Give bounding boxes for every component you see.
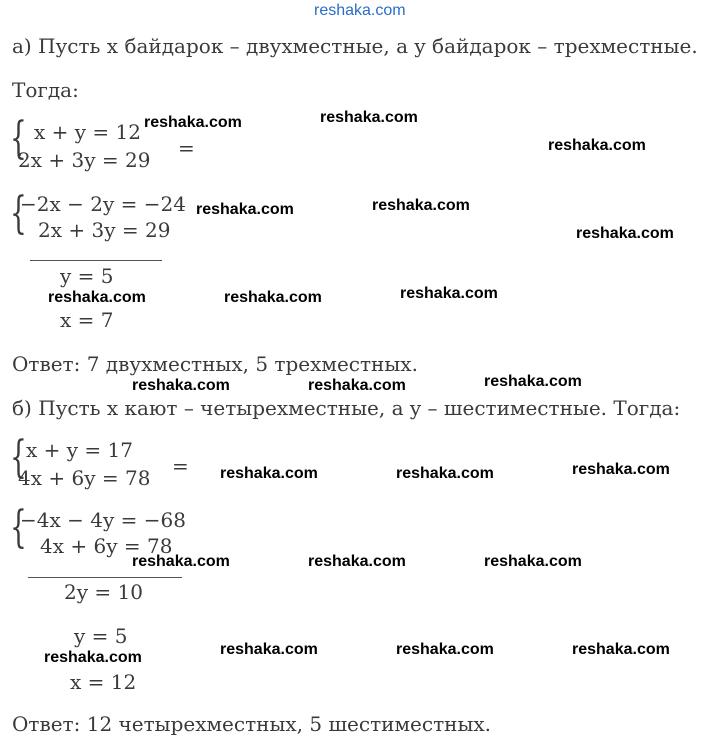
site-link[interactable]: reshaka.com: [314, 2, 406, 19]
watermark: reshaka.com: [396, 465, 494, 482]
watermark: reshaka.com: [44, 649, 142, 666]
part-a-then: Тогда:: [12, 78, 79, 102]
equation-line: 2x + 3y = 29: [18, 148, 151, 172]
equation-line: 2x + 3y = 29: [38, 218, 171, 242]
result-x: x = 7: [60, 308, 114, 332]
watermark: reshaka.com: [484, 373, 582, 390]
watermark: reshaka.com: [572, 461, 670, 478]
system-brace: {: [10, 188, 27, 239]
watermark: reshaka.com: [484, 553, 582, 570]
result-x: x = 12: [70, 670, 137, 694]
watermark: reshaka.com: [132, 553, 230, 570]
watermark: reshaka.com: [576, 225, 674, 242]
watermark: reshaka.com: [220, 641, 318, 658]
equation-line: −2x − 2y = −24: [20, 192, 186, 216]
watermark: reshaka.com: [308, 377, 406, 394]
watermark: reshaka.com: [572, 641, 670, 658]
watermark: reshaka.com: [308, 553, 406, 570]
part-b-answer: Ответ: 12 четырехместных, 5 шестиместных.: [12, 712, 492, 736]
watermark: reshaka.com: [144, 114, 242, 131]
part-a-answer: Ответ: 7 двухместных, 5 трехместных.: [12, 352, 418, 376]
watermark: reshaka.com: [400, 285, 498, 302]
sum-result: 2y = 10: [64, 580, 143, 604]
equation-line: x + y = 17: [26, 438, 133, 462]
watermark: reshaka.com: [320, 109, 418, 126]
system-brace: {: [10, 432, 27, 483]
watermark: reshaka.com: [548, 137, 646, 154]
sum-rule: [28, 577, 182, 578]
watermark: reshaka.com: [372, 197, 470, 214]
equals-sign: =: [178, 136, 195, 160]
system-brace: {: [10, 113, 27, 164]
part-b-intro: б) Пусть x кают – четырехместные, а y – шестиместные. Тогда:: [12, 396, 681, 420]
equation-line: 4x + 6y = 78: [18, 466, 151, 490]
watermark: reshaka.com: [132, 377, 230, 394]
watermark: reshaka.com: [396, 641, 494, 658]
system-brace: {: [10, 502, 27, 553]
equation-line: −4x − 4y = −68: [20, 508, 186, 532]
watermark: reshaka.com: [196, 201, 294, 218]
watermark: reshaka.com: [224, 289, 322, 306]
equation-line: x + y = 12: [34, 120, 141, 144]
watermark: reshaka.com: [220, 465, 318, 482]
sum-rule: [30, 260, 162, 261]
result-y: y = 5: [60, 264, 114, 288]
equation-line: 4x + 6y = 78: [40, 534, 173, 558]
result-y: y = 5: [74, 624, 128, 648]
equals-sign: =: [172, 454, 189, 478]
watermark: reshaka.com: [48, 289, 146, 306]
part-a-intro: а) Пусть x байдарок – двухместные, а y байдарок – трехместные.: [12, 34, 698, 58]
